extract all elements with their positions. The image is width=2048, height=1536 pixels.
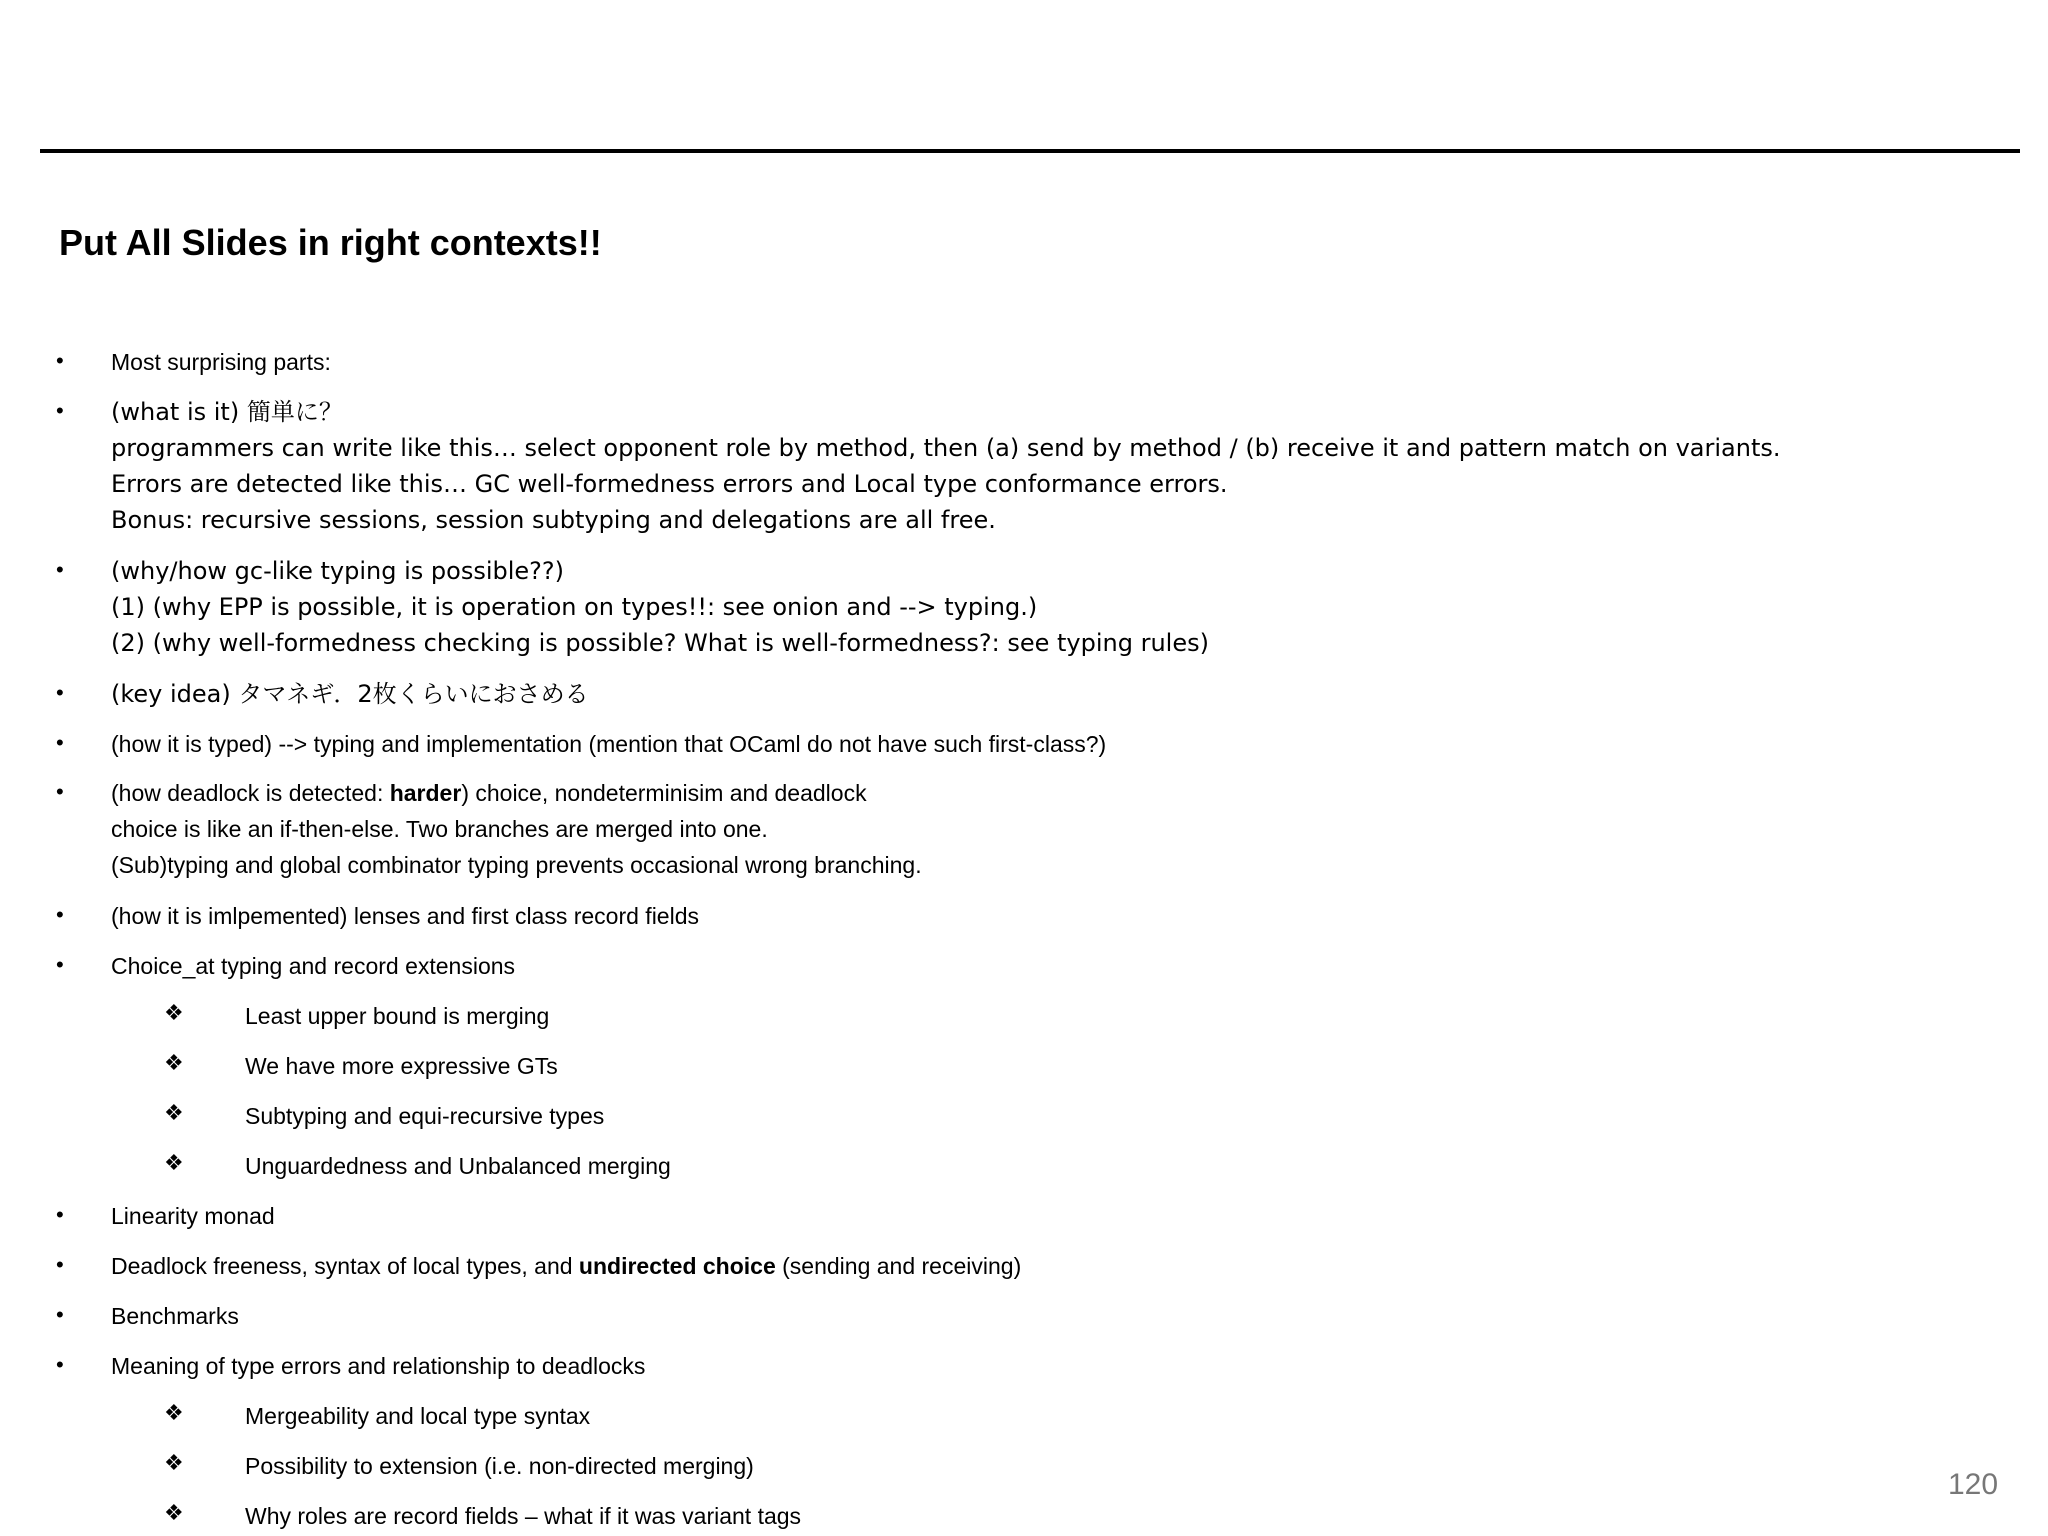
bullet-icon: • [56, 1352, 64, 1377]
bullet-icon: • [56, 398, 64, 423]
item-text: (why/how gc-like typing is possible??) [111, 557, 564, 585]
diamond-bullet-icon: ❖ [164, 1050, 184, 1075]
sub-item-text: We have more expressive GTs [245, 1053, 558, 1079]
item-text: programmers can write like this… select opponent role by method, then (a) send by method / (b) receive it and pattern match on variants. [111, 434, 1781, 462]
emphasis-undirected-choice: undirected choice [578, 1253, 776, 1279]
item-text: (2) (why well-formedness checking is possible? What is well-formedness?: see typing rules) [111, 629, 1209, 657]
diamond-bullet-icon: ❖ [164, 1000, 184, 1025]
bullet-icon: • [56, 779, 64, 804]
sub-item-text: Why roles are record fields – what if it was variant tags [245, 1503, 802, 1529]
bullet-icon: • [56, 348, 64, 373]
item-text: (how it is typed) --> typing and implementation (mention that OCaml do not have such first-class?) [111, 731, 1107, 757]
sub-item-text: Least upper bound is merging [245, 1003, 550, 1029]
item-text: choice is like an if-then-else. Two branches are merged into one. [111, 816, 768, 842]
item-text: Bonus: recursive sessions, session subtyping and delegations are all free. [111, 506, 996, 534]
item-text: Linearity monad [111, 1203, 275, 1229]
item-text: (how deadlock is detected: harder) choice, nondeterminisim and deadlock [111, 780, 867, 806]
sub-item-text: Unguardedness and Unbalanced merging [245, 1153, 671, 1179]
bullet-icon: • [56, 952, 64, 977]
diamond-bullet-icon: ❖ [164, 1500, 184, 1525]
diamond-bullet-icon: ❖ [164, 1400, 184, 1425]
item-text: Errors are detected like this… GC well-formedness errors and Local type conformance errors. [111, 470, 1228, 498]
item-text: (key idea) タマネギ．2枚くらいにおさめる [111, 680, 589, 708]
item-text: (what is it) 簡単に？ [111, 398, 343, 426]
bullet-icon: • [56, 557, 64, 582]
bullet-icon: • [56, 1302, 64, 1327]
item-text: Benchmarks [111, 1303, 239, 1329]
item-text: Meaning of type errors and relationship to deadlocks [111, 1353, 646, 1379]
sub-item-text: Subtyping and equi-recursive types [245, 1103, 605, 1129]
page-number: 120 [1948, 1468, 1999, 1501]
diamond-bullet-icon: ❖ [164, 1450, 184, 1475]
emphasis-harder: harder [389, 780, 462, 806]
item-text: Deadlock freeness, syntax of local types, and undirected choice (sending and receiving) [111, 1253, 1022, 1279]
sub-item-text: Mergeability and local type syntax [245, 1403, 591, 1429]
item-text: (1) (why EPP is possible, it is operation on types!!: see onion and --> typing.) [111, 593, 1038, 621]
header-rule [40, 149, 2020, 153]
bullet-icon: • [56, 730, 64, 755]
bullet-icon: • [56, 1252, 64, 1277]
bullet-icon: • [56, 1202, 64, 1227]
item-text: Most surprising parts: [111, 349, 331, 375]
bullet-icon: • [56, 902, 64, 927]
slide-title: Put All Slides in right contexts!! [59, 222, 602, 263]
diamond-bullet-icon: ❖ [164, 1100, 184, 1125]
item-text: Choice_at typing and record extensions [111, 953, 516, 979]
bullet-icon: • [56, 680, 64, 705]
sub-item-text: Possibility to extension (i.e. non-directed merging) [245, 1453, 754, 1479]
item-text: (Sub)typing and global combinator typing prevents occasional wrong branching. [111, 852, 922, 878]
diamond-bullet-icon: ❖ [164, 1150, 184, 1175]
item-text: (how it is imlpemented) lenses and first class record fields [111, 903, 700, 929]
